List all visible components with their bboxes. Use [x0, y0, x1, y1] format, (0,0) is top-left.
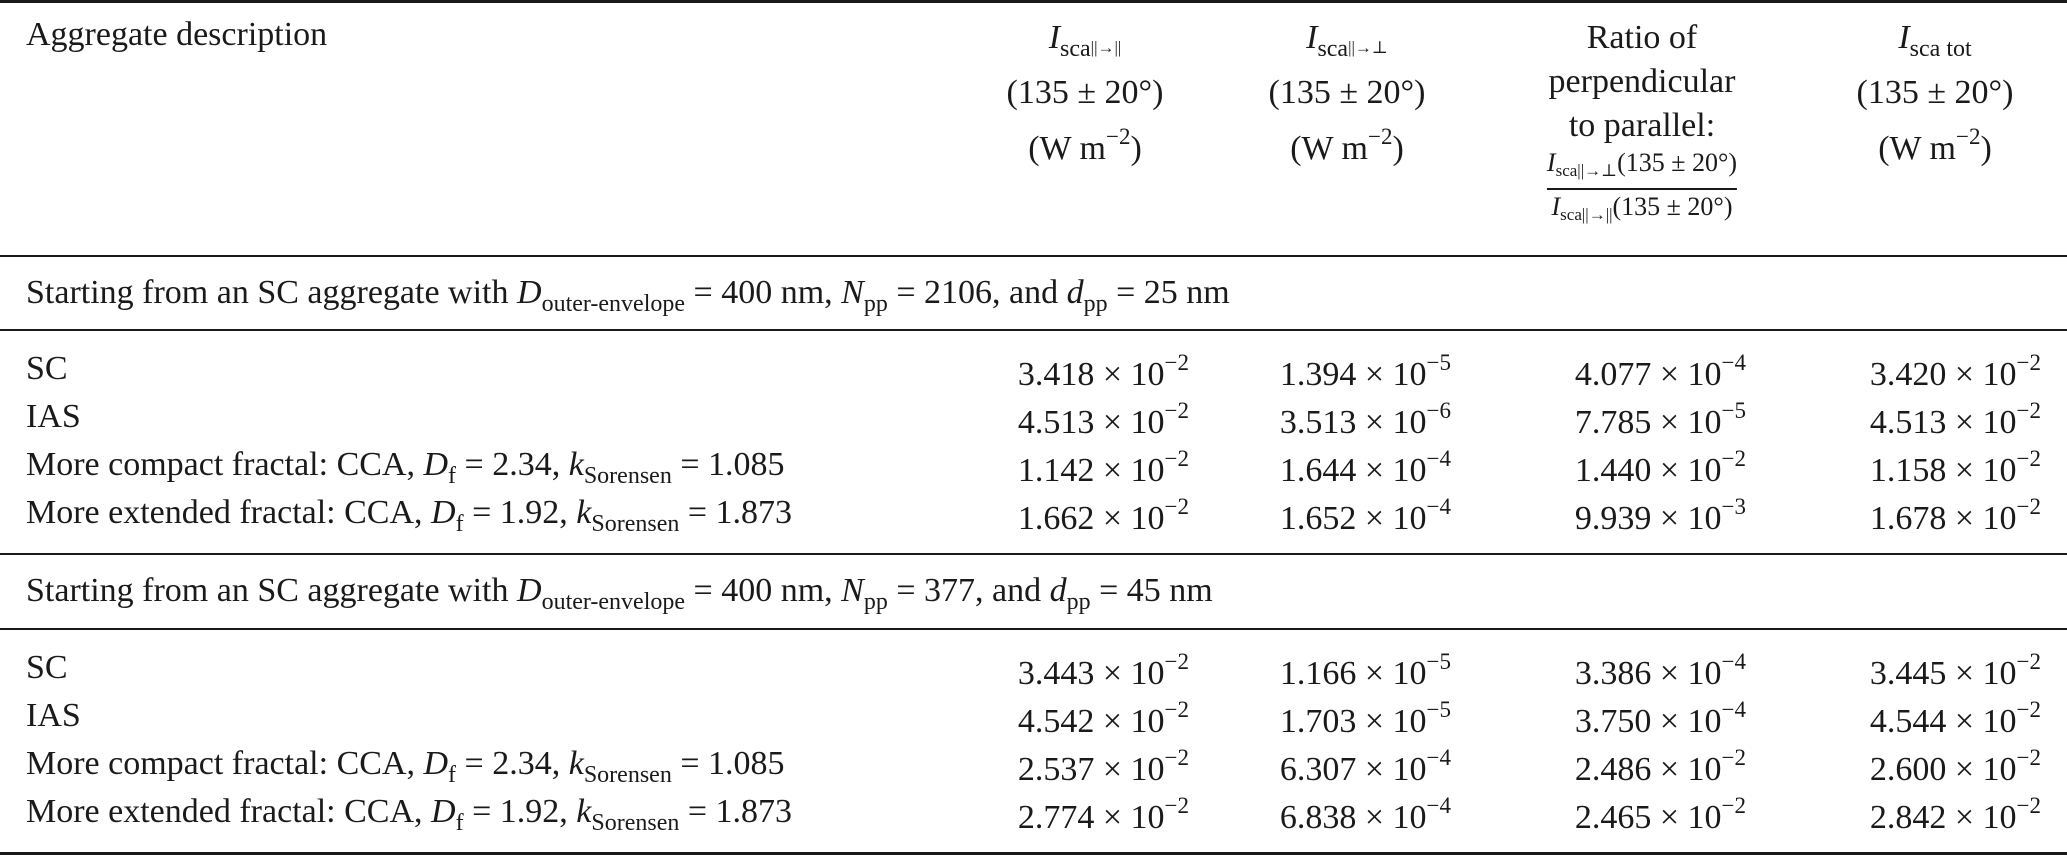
top-rule	[0, 0, 2067, 3]
cell-total: $3.420 \times 10^{-2}$	[1869, 350, 2041, 393]
cell-parallel: $3.443 \times 10^{-2}$	[1017, 649, 1189, 692]
row-label: SC	[26, 350, 68, 387]
cell-parallel: $1.142 \times 10^{-2}$	[1017, 446, 1189, 489]
ratio-fraction: $\frac{\text{Isca||→⊥(135 ± 20°)}}{\text{Isca||→||(135 ± 20°)}}$	[1546, 148, 1738, 224]
cell-parallel: $4.513 \times 10^{-2}$	[1017, 398, 1189, 441]
cell-ratio: $2.465 \times 10^{-2}$	[1574, 793, 1746, 836]
cell-perpendicular: $1.703 \times 10^{-5}$	[1279, 697, 1451, 740]
cell-total: $1.678 \times 10^{-2}$	[1869, 494, 2041, 537]
cell-parallel: $4.542 \times 10^{-2}$	[1017, 697, 1189, 740]
cell-parallel: $2.537 \times 10^{-2}$	[1017, 745, 1189, 788]
cell-total: $4.513 \times 10^{-2}$	[1869, 398, 2041, 441]
cell-perpendicular: $3.513 \times 10^{-6}$	[1279, 398, 1451, 441]
cell-parallel: $1.662 \times 10^{-2}$	[1017, 494, 1189, 537]
cell-ratio: $2.486 \times 10^{-2}$	[1574, 745, 1746, 788]
section-title-1: Starting from an SC aggregate with $D_{outer-envelope} = 400$ nm, $N_{pp} = 2106$, and $d_{pp} = 25$ nm	[26, 274, 1230, 317]
cell-perpendicular: $1.644 \times 10^{-4}$	[1279, 446, 1451, 489]
cell-ratio: $3.750 \times 10^{-4}$	[1574, 697, 1746, 740]
section-title-2: Starting from an SC aggregate with $D_{outer-envelope} = 400$ nm, $N_{pp} = 377$, and $d_{pp} = 45$ nm	[26, 572, 1213, 615]
cell-total: $1.158 \times 10^{-2}$	[1869, 446, 2041, 489]
cell-total: $2.842 \times 10^{-2}$	[1869, 793, 2041, 836]
cell-ratio: $3.386 \times 10^{-4}$	[1574, 649, 1746, 692]
row-label: SC	[26, 649, 68, 686]
cell-ratio: $1.440 \times 10^{-2}$	[1574, 446, 1746, 489]
row-label: More compact fractal: CCA, $D_f = 2.34$, $k_{Sorensen} = 1.085$	[26, 446, 785, 489]
cell-perpendicular: $1.394 \times 10^{-5}$	[1279, 350, 1451, 393]
header-aggregate-description: Aggregate description	[26, 16, 328, 53]
cell-ratio: $9.939 \times 10^{-3}$	[1574, 494, 1746, 537]
cell-ratio: $4.077 \times 10^{-4}$	[1574, 350, 1746, 393]
cell-total: $2.600 \times 10^{-2}$	[1869, 745, 2041, 788]
cell-parallel: $2.774 \times 10^{-2}$	[1017, 793, 1189, 836]
cell-perpendicular: $1.652 \times 10^{-4}$	[1279, 494, 1451, 537]
row-label: More compact fractal: CCA, $D_f = 2.34$, $k_{Sorensen} = 1.085$	[26, 745, 785, 788]
cell-total: $3.445 \times 10^{-2}$	[1869, 649, 2041, 692]
row-label: IAS	[26, 697, 81, 734]
cell-perpendicular: $6.307 \times 10^{-4}$	[1279, 745, 1451, 788]
results-table: Aggregate description $I_{sca}||\to||$ (135 ± 20°) (W $m^{-2}$) $I_{sca}||\to\perp$ (135 ± 20°) (W $m^{-2}$) Ratio of perpendicular to parallel: $\frac{\text{Isca||→⊥(135 ± 20°)}}{\text{Isca||→||(135 ± 20°)}}$ $I_{sca tot}$ (135 ± 20°) (W $m^{-2}$) Starting from an SC aggregate with $D_{outer-envelope} = 400$ nm, $N_{pp} = 2106$, and $d_{pp} = 25$ nm SC IAS More compact fractal: CCA, $D_f = 2.34$, $k_{Sorensen} = 1.085$ More extended fractal: CCA, $D_f = 1.92$, $k_{Sorensen} = 1.873$ $3.418 \times 10^{-2}$ $1.394 \times 10^{-5}$ $4.077 \times 10^{-4}$ $3.420 \times 10^{-2}$ $4.513 \times 10^{-2}$ $3.513 \times 10^{-6}$ $7.785 \times 10^{-5}$ $4.513 \times 10^{-2}$ $1.142 \times 10^{-2}$ $1.644 \times 10^{-4}$ $1.440 \times 10^{-2}$ $1.158 \times 10^{-2}$ $1.662 \times 10^{-2}$ $1.652 \times 10^{-4}$ $9.939 \times 10^{-3}$ $1.678 \times 10^{-2}$ Starting from an SC aggregate with $D_{outer-envelope} = 400$ nm, $N_{pp} = 377$, and $d_{pp} = 45$ nm SC IAS More compact fractal: CCA, $D_f = 2.34$, $k_{Sorensen} = 1.085$ More extended fractal: CCA, $D_f = 1.92$, $k_{Sorensen} = 1.873$ $3.443 \times 10^{-2}$ $1.166 \times 10^{-5}$ $3.386 \times 10^{-4}$ $3.445 \times 10^{-2}$ $4.542 \times 10^{-2}$ $1.703 \times 10^{-5}$ $3.750 \times 10^{-4}$ $4.544 \times 10^{-2}$ $2.537 \times 10^{-2}$ $6.307 \times 10^{-4}$ $2.486 \times 10^{-2}$ $2.600 \times 10^{-2}$ $2.774 \times 10^{-2}$ $6.838 \times 10^{-4}$ $2.465 \times 10^{-2}$ $2.842 \times 10^{-2}$	[0, 0, 2067, 855]
row-label: More extended fractal: CCA, $D_f = 1.92$, $k_{Sorensen} = 1.873$	[26, 494, 793, 537]
section-rule-2	[0, 628, 2067, 630]
cell-ratio: $7.785 \times 10^{-5}$	[1574, 398, 1746, 441]
section-rule-1	[0, 329, 2067, 331]
cell-perpendicular: $1.166 \times 10^{-5}$	[1279, 649, 1451, 692]
section-divider	[0, 553, 2067, 555]
cell-total: $4.544 \times 10^{-2}$	[1869, 697, 2041, 740]
row-label: IAS	[26, 398, 81, 435]
row-label: More extended fractal: CCA, $D_f = 1.92$, $k_{Sorensen} = 1.873$	[26, 793, 793, 836]
header-rule	[0, 255, 2067, 257]
cell-parallel: $3.418 \times 10^{-2}$	[1017, 350, 1189, 393]
cell-perpendicular: $6.838 \times 10^{-4}$	[1279, 793, 1451, 836]
